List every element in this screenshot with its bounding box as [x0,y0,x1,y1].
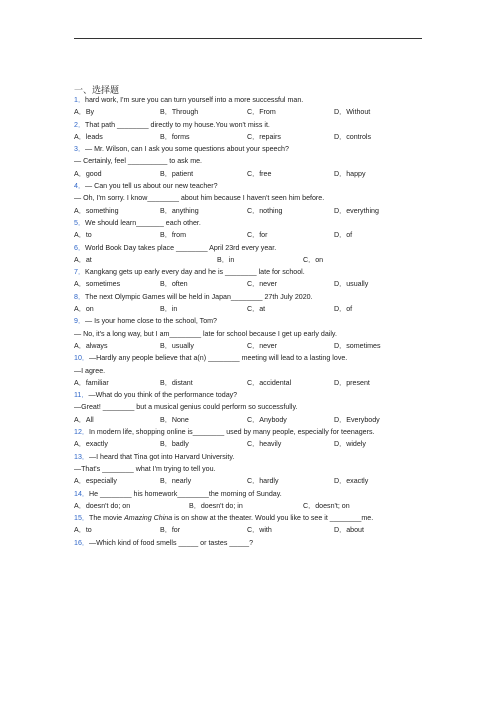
option-a[interactable]: A．to [74,231,92,240]
option-c[interactable]: C．From [247,108,276,117]
dialogue-line: — No, it's a long way, but I am________ late for school because I get up early daily. [74,329,337,338]
option-b[interactable]: B．often [160,280,188,289]
question-number: 3． [74,145,86,154]
dialogue-line: — Oh, I'm sorry. I know________ about him because I haven't seen him before. [74,194,325,203]
option-c[interactable]: C．Anybody [247,415,287,424]
options-row [74,256,434,268]
option-a[interactable]: A．exactly [74,440,108,449]
question-text: World Book Day takes place ________ April 23rd every year. [85,243,277,252]
dialogue-line: —That's ________ what I'm trying to tell you. [74,464,216,473]
question-9 [74,317,434,329]
dialogue-line: —I agree. [74,366,106,375]
question-text: —Which kind of food smells _____ or tastes _____? [88,538,254,547]
options-row [74,342,434,354]
option-b[interactable]: B．badly [160,440,189,449]
option-c[interactable]: C．with [247,526,272,535]
question-8 [74,293,434,305]
question-11 [74,391,434,403]
options-row [74,502,434,514]
options-row [74,231,434,243]
question-text: We should learn_______ each other. [85,218,201,227]
option-c[interactable]: C．repairs [247,132,281,141]
option-d[interactable]: D．widely [334,440,366,449]
question-text: hard work, I'm sure you can turn yourself into a more successful man. [85,96,304,104]
option-c[interactable]: C．for [247,231,268,240]
question-13 [74,453,434,465]
option-b[interactable]: B．forms [160,132,190,141]
option-a[interactable]: A．familiar [74,378,109,387]
option-d[interactable]: D．of [334,305,353,314]
option-a[interactable]: A．on [74,305,94,314]
question-number: 8． [74,292,86,301]
question-3 [74,145,434,157]
option-a[interactable]: A．All [74,415,94,424]
question-list [74,96,434,551]
question-text-pre: The movie [88,514,125,523]
question-text: —I heard that Tina got into Harvard University. [88,452,235,461]
question-text: —What do you think of the performance today? [88,391,238,400]
question-number: 6． [74,243,86,252]
question-5 [74,219,434,231]
question-number: 4． [74,182,86,191]
option-b[interactable]: B．for [160,526,181,535]
option-c[interactable]: C．at [247,305,266,314]
question-text: — Is your home close to the school, Tom? [85,317,218,326]
question-1 [74,96,434,108]
question-number: 2． [74,120,86,129]
question-10 [74,354,434,366]
option-a[interactable]: A．especially [74,477,117,486]
question-text: Kangkang gets up early every day and he is ________ late for school. [85,268,305,277]
option-c[interactable]: C．heavily [247,440,282,449]
option-d[interactable]: D．everything [334,206,379,215]
option-b[interactable]: B．in [217,255,235,264]
question-number: 14． [74,489,89,498]
option-d[interactable]: D．controls [334,132,372,141]
question-text: — Mr. Wilson, can I ask you some questions about your speech? [85,145,289,154]
option-a[interactable]: A．good [74,169,102,178]
option-a[interactable]: A．something [74,206,119,215]
option-b[interactable]: B．patient [160,169,194,178]
question-number: 13． [74,452,89,461]
dialogue-line: —Great! ________ but a musical genius could perform so successfully. [74,403,298,412]
section-title: 一、选择题 [74,85,120,95]
question-text: —Hardly any people believe that a(n) ________ meeting will lead to a lasting love. [88,354,348,363]
option-c[interactable]: C．accidental [247,378,292,387]
option-d[interactable]: D．present [334,378,370,387]
options-row [74,170,434,182]
option-c[interactable]: C．hardly [247,477,279,486]
option-d[interactable]: D．usually [334,280,369,289]
question-7 [74,268,434,280]
option-c[interactable]: C．never [247,341,277,350]
options-row [74,207,434,219]
question-14 [74,490,434,502]
option-a[interactable]: A．always [74,341,108,350]
question-number: 1． [74,96,86,104]
option-a[interactable]: A．at [74,255,92,264]
question-text-post: is on show at the theater. Would you like to see it ________me. [172,514,374,523]
question-number: 10． [74,354,89,363]
options-row [74,133,434,145]
option-a[interactable]: A．sometimes [74,280,121,289]
question-2 [74,121,434,133]
option-d[interactable]: D．exactly [334,477,369,486]
option-b[interactable]: B．nearly [160,477,192,486]
option-b[interactable]: B．Through [160,108,199,117]
option-c[interactable]: C．doesn't; on [303,501,350,510]
option-c[interactable]: C．never [247,280,277,289]
dialogue-line: — Certainly, feel __________ to ask me. [74,157,203,166]
options-row [74,108,434,120]
question-number: 7． [74,268,86,277]
option-a[interactable]: A．doesn't do; on [74,501,131,510]
question-number: 5． [74,218,86,227]
option-d[interactable]: D．happy [334,169,366,178]
question-number: 12． [74,428,89,437]
option-b[interactable]: B．in [160,305,178,314]
question-text: He ________ his homework________the morning of Sunday. [88,489,282,498]
question-text: That path ________ directly to my house.You won't miss it. [85,120,270,129]
question-12 [74,428,434,440]
option-b[interactable]: B．doesn't do; in [189,501,243,510]
options-row [74,477,434,489]
option-c[interactable]: C．nothing [247,206,283,215]
options-row [74,305,434,317]
question-number: 9． [74,317,86,326]
option-c[interactable]: C．free [247,169,272,178]
question-number: 15． [74,514,89,523]
option-d[interactable]: D．about [334,526,364,535]
options-row [74,416,434,428]
question-text: — Can you tell us about our new teacher? [85,182,218,191]
question-6 [74,244,434,256]
option-b[interactable]: B．usually [160,341,194,350]
option-d[interactable]: D．of [334,231,353,240]
question-text: In modern life, shopping online is________ used by many people, especially for teenagers. [88,428,375,437]
option-d[interactable]: D．Everybody [334,415,380,424]
options-row [74,526,434,538]
option-d[interactable]: D．sometimes [334,341,381,350]
question-number: 11． [74,391,89,400]
question-number: 16． [74,538,89,547]
option-a[interactable]: A．leads [74,132,103,141]
header-rule [74,38,422,39]
option-b[interactable]: B．from [160,231,187,240]
option-b[interactable]: B．None [160,415,189,424]
options-row [74,280,434,292]
option-a[interactable]: A．to [74,526,92,535]
options-row [74,440,434,452]
option-c[interactable]: C．on [303,255,324,264]
question-15 [74,514,434,526]
question-4 [74,182,434,194]
option-b[interactable]: B．distant [160,378,193,387]
option-b[interactable]: B．anything [160,206,199,215]
question-16 [74,539,434,551]
movie-title: Amazing China [124,514,173,523]
option-a[interactable]: A．By [74,108,95,117]
options-row [74,379,434,391]
option-d[interactable]: D．Without [334,108,371,117]
question-text: The next Olympic Games will be held in Japan________ 27th July 2020. [85,292,313,301]
